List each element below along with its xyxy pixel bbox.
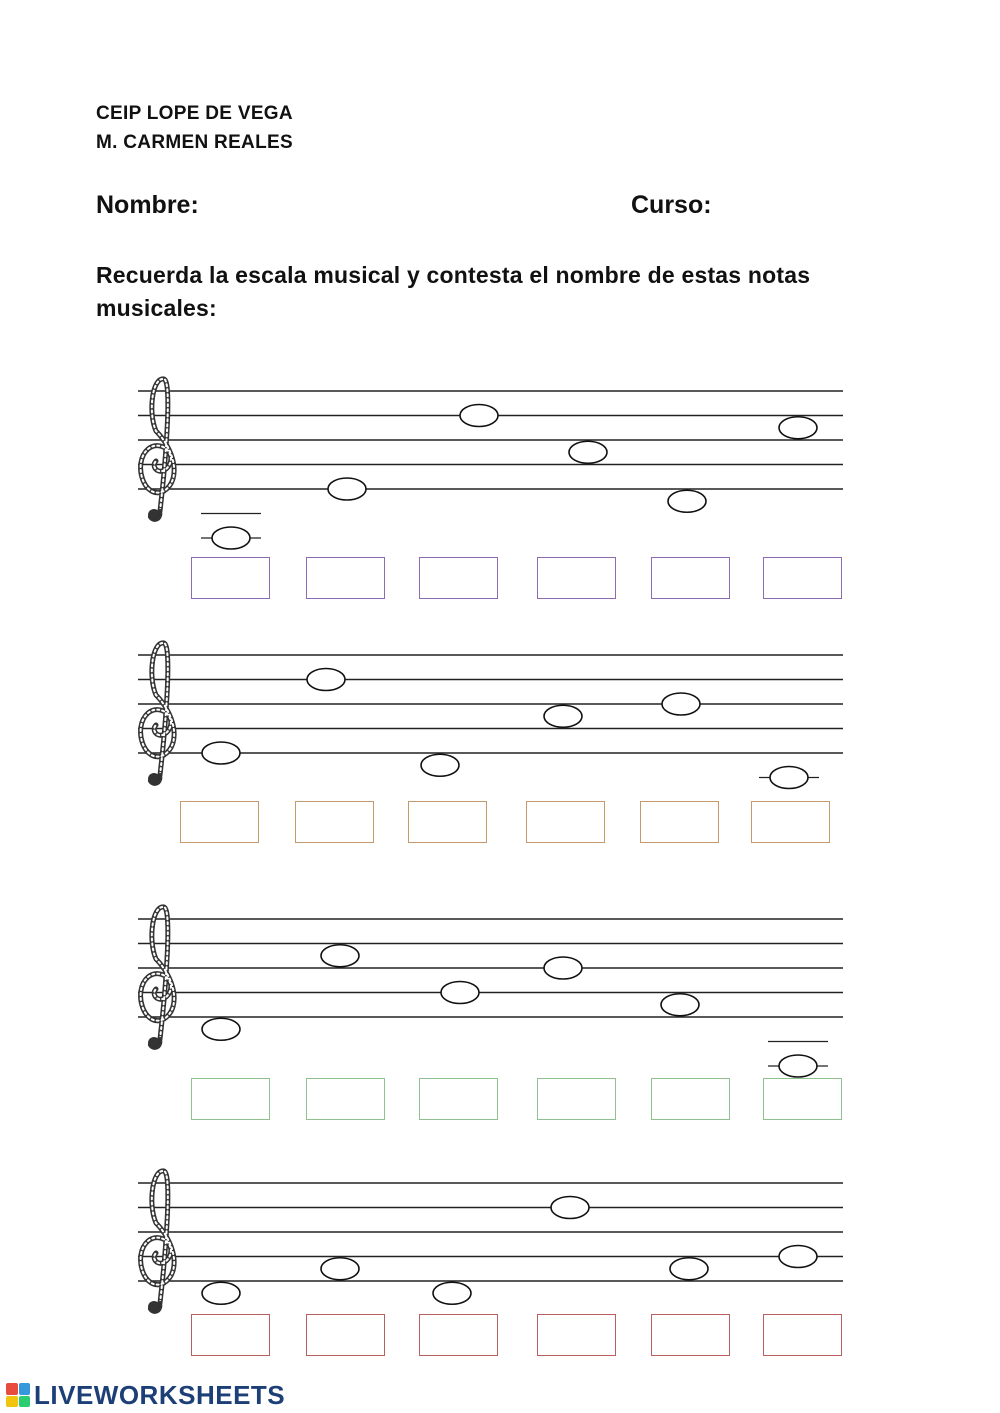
whole-note: [670, 1258, 708, 1280]
note-2: [321, 1258, 359, 1280]
answer-box[interactable]: [419, 1314, 498, 1356]
treble-clef-icon: [141, 1171, 175, 1313]
treble-clef-icon: [141, 379, 175, 521]
note-1: [202, 1282, 240, 1304]
note-4: [544, 957, 582, 979]
whole-note: [544, 957, 582, 979]
note-1: [201, 514, 261, 550]
note-1: [202, 1018, 240, 1040]
whole-note: [779, 417, 817, 439]
note-5: [661, 994, 699, 1016]
note-5: [662, 693, 700, 715]
note-6: [779, 417, 817, 439]
whole-note: [569, 441, 607, 463]
answer-box[interactable]: [640, 801, 719, 843]
answer-box[interactable]: [651, 1314, 730, 1356]
name-label: Nombre:: [96, 191, 199, 219]
note-2: [321, 945, 359, 967]
answer-box[interactable]: [306, 1314, 385, 1356]
note-5: [670, 1258, 708, 1280]
whole-note: [212, 527, 250, 549]
instructions: Recuerda la escala musical y contesta el nombre de estas notas musicales:: [96, 262, 811, 321]
whole-note: [779, 1246, 817, 1268]
note-6: [779, 1246, 817, 1268]
whole-note: [551, 1197, 589, 1219]
answer-box[interactable]: [537, 1314, 616, 1356]
school-name: CEIP LOPE DE VEGA: [96, 103, 293, 124]
note-2: [328, 478, 366, 500]
answer-box[interactable]: [763, 557, 842, 599]
answer-box[interactable]: [306, 1078, 385, 1120]
whole-note: [433, 1282, 471, 1304]
whole-note: [668, 490, 706, 512]
whole-note: [544, 705, 582, 727]
answer-box[interactable]: [763, 1078, 842, 1120]
staff-3: [138, 907, 843, 1077]
answer-box[interactable]: [419, 1078, 498, 1120]
answer-box[interactable]: [651, 557, 730, 599]
whole-note: [321, 1258, 359, 1280]
note-3: [460, 405, 498, 427]
note-3: [421, 754, 459, 776]
liveworksheets-logo-icon: [6, 1383, 30, 1407]
answer-box[interactable]: [191, 1314, 270, 1356]
note-1: [202, 742, 240, 764]
note-6: [768, 1042, 828, 1078]
logo-square-3: [6, 1396, 18, 1408]
whole-note: [460, 405, 498, 427]
note-6: [759, 767, 819, 789]
note-4: [551, 1197, 589, 1219]
answer-box[interactable]: [651, 1078, 730, 1120]
note-4: [544, 705, 582, 727]
logo-square-2: [19, 1383, 31, 1395]
whole-note: [328, 478, 366, 500]
whole-note: [202, 1282, 240, 1304]
whole-note: [779, 1055, 817, 1077]
answer-box[interactable]: [295, 801, 374, 843]
staff-1: [138, 379, 843, 549]
whole-note: [307, 669, 345, 691]
answer-box[interactable]: [419, 557, 498, 599]
answer-box[interactable]: [306, 557, 385, 599]
note-3: [441, 982, 479, 1004]
whole-note: [661, 994, 699, 1016]
teacher-name: M. CARMEN REALES: [96, 132, 293, 153]
answer-box[interactable]: [191, 1078, 270, 1120]
logo-square-4: [19, 1396, 31, 1408]
whole-note: [321, 945, 359, 967]
whole-note: [770, 767, 808, 789]
course-label: Curso:: [631, 191, 712, 219]
footer-brand: [6, 1378, 285, 1412]
whole-note: [662, 693, 700, 715]
answer-box[interactable]: [408, 801, 487, 843]
treble-clef-icon: [141, 907, 175, 1049]
whole-note: [421, 754, 459, 776]
treble-clef-icon: [141, 643, 175, 785]
answer-box[interactable]: [526, 801, 605, 843]
answer-box[interactable]: [537, 1078, 616, 1120]
answer-box[interactable]: [751, 801, 830, 843]
answer-box[interactable]: [180, 801, 259, 843]
answer-box[interactable]: [191, 557, 270, 599]
whole-note: [202, 1018, 240, 1040]
answer-box[interactable]: [537, 557, 616, 599]
logo-square-1: [6, 1383, 18, 1395]
note-3: [433, 1282, 471, 1304]
whole-note: [202, 742, 240, 764]
note-4: [569, 441, 607, 463]
answer-box[interactable]: [763, 1314, 842, 1356]
staff-2: [138, 643, 843, 789]
brand-name: LIVEWORKSHEETS: [34, 1379, 286, 1410]
whole-note: [441, 982, 479, 1004]
note-2: [307, 669, 345, 691]
staff-4: [138, 1171, 843, 1313]
note-5: [668, 490, 706, 512]
